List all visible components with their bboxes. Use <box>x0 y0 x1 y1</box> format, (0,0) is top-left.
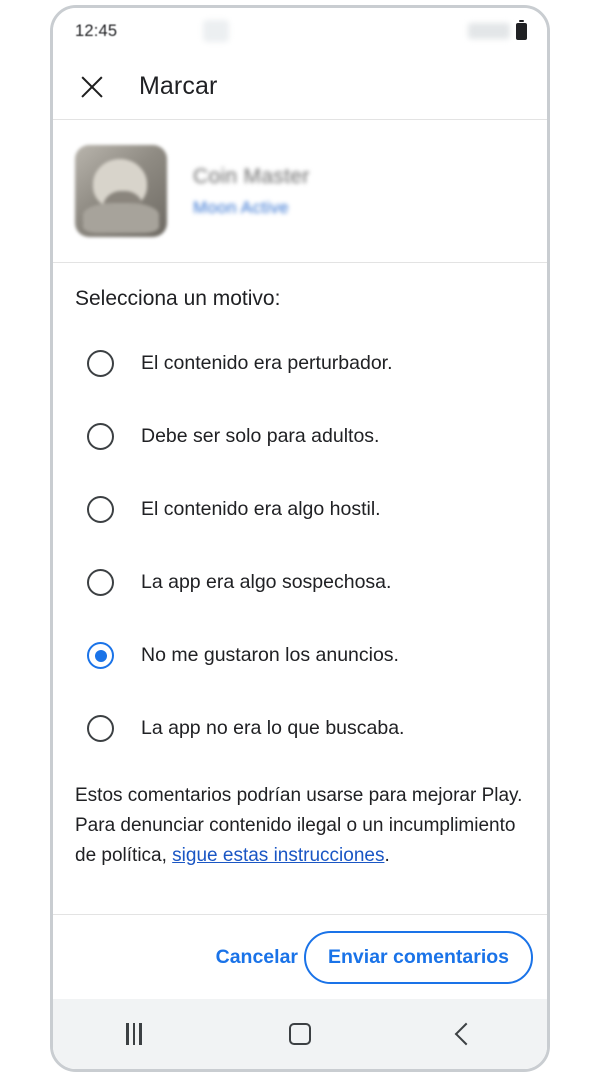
screen <box>53 8 547 1069</box>
option-row-3[interactable] <box>75 546 525 619</box>
radio-1[interactable] <box>87 423 114 450</box>
recents-icon[interactable] <box>126 1023 142 1045</box>
phone-frame <box>50 5 550 1072</box>
disclaimer-part2: . <box>384 845 390 866</box>
status-bar <box>53 8 547 54</box>
option-label-1: Debe ser solo para adultos. <box>141 425 380 447</box>
cancel-button[interactable]: Cancelar <box>206 934 308 981</box>
app-info-row <box>53 120 547 263</box>
battery-icon <box>516 23 527 40</box>
policy-instructions-link[interactable]: sigue estas instrucciones <box>172 845 385 866</box>
status-time: 12:45 <box>75 21 118 40</box>
status-blurred-icon <box>203 20 229 42</box>
radio-3[interactable] <box>87 569 114 596</box>
option-label-4: No me gustaron los anuncios. <box>141 644 399 666</box>
app-icon <box>75 145 167 237</box>
option-row-2[interactable] <box>75 473 525 546</box>
reason-form <box>53 263 547 915</box>
close-icon[interactable] <box>75 70 109 104</box>
app-developer[interactable]: Moon Active <box>193 197 289 217</box>
home-icon[interactable] <box>289 1023 311 1045</box>
disclaimer-part1: Estos comentarios podrían usarse para mejorar Play. Para denunciar contenido ilegal o un incumplimiento de política, <box>75 785 523 866</box>
option-row-1[interactable] <box>75 400 525 473</box>
radio-5[interactable] <box>87 715 114 742</box>
radio-2[interactable] <box>87 496 114 523</box>
option-row-0[interactable] <box>75 327 525 400</box>
app-bar <box>53 54 547 120</box>
radio-4[interactable] <box>87 642 114 669</box>
option-label-2: El contenido era algo hostil. <box>141 498 381 520</box>
app-name: Coin Master <box>193 164 310 188</box>
system-nav-bar <box>53 999 547 1069</box>
disclaimer-text <box>75 781 525 871</box>
submit-feedback-button[interactable]: Enviar comentarios <box>304 931 533 984</box>
action-bar <box>53 915 547 999</box>
option-row-4[interactable] <box>75 619 525 692</box>
status-right-group <box>468 8 527 54</box>
option-label-3: La app era algo sospechosa. <box>141 571 392 593</box>
form-prompt: Selecciona un motivo: <box>75 287 281 310</box>
app-text-block <box>193 165 310 218</box>
option-row-5[interactable] <box>75 692 525 765</box>
back-icon[interactable] <box>454 1023 477 1046</box>
option-label-0: El contenido era perturbador. <box>141 352 393 374</box>
submit-button-wrapper <box>304 931 533 984</box>
option-label-5: La app no era lo que buscaba. <box>141 717 405 739</box>
radio-0[interactable] <box>87 350 114 377</box>
status-signal-icons <box>468 23 510 39</box>
page-title: Marcar <box>139 72 218 100</box>
